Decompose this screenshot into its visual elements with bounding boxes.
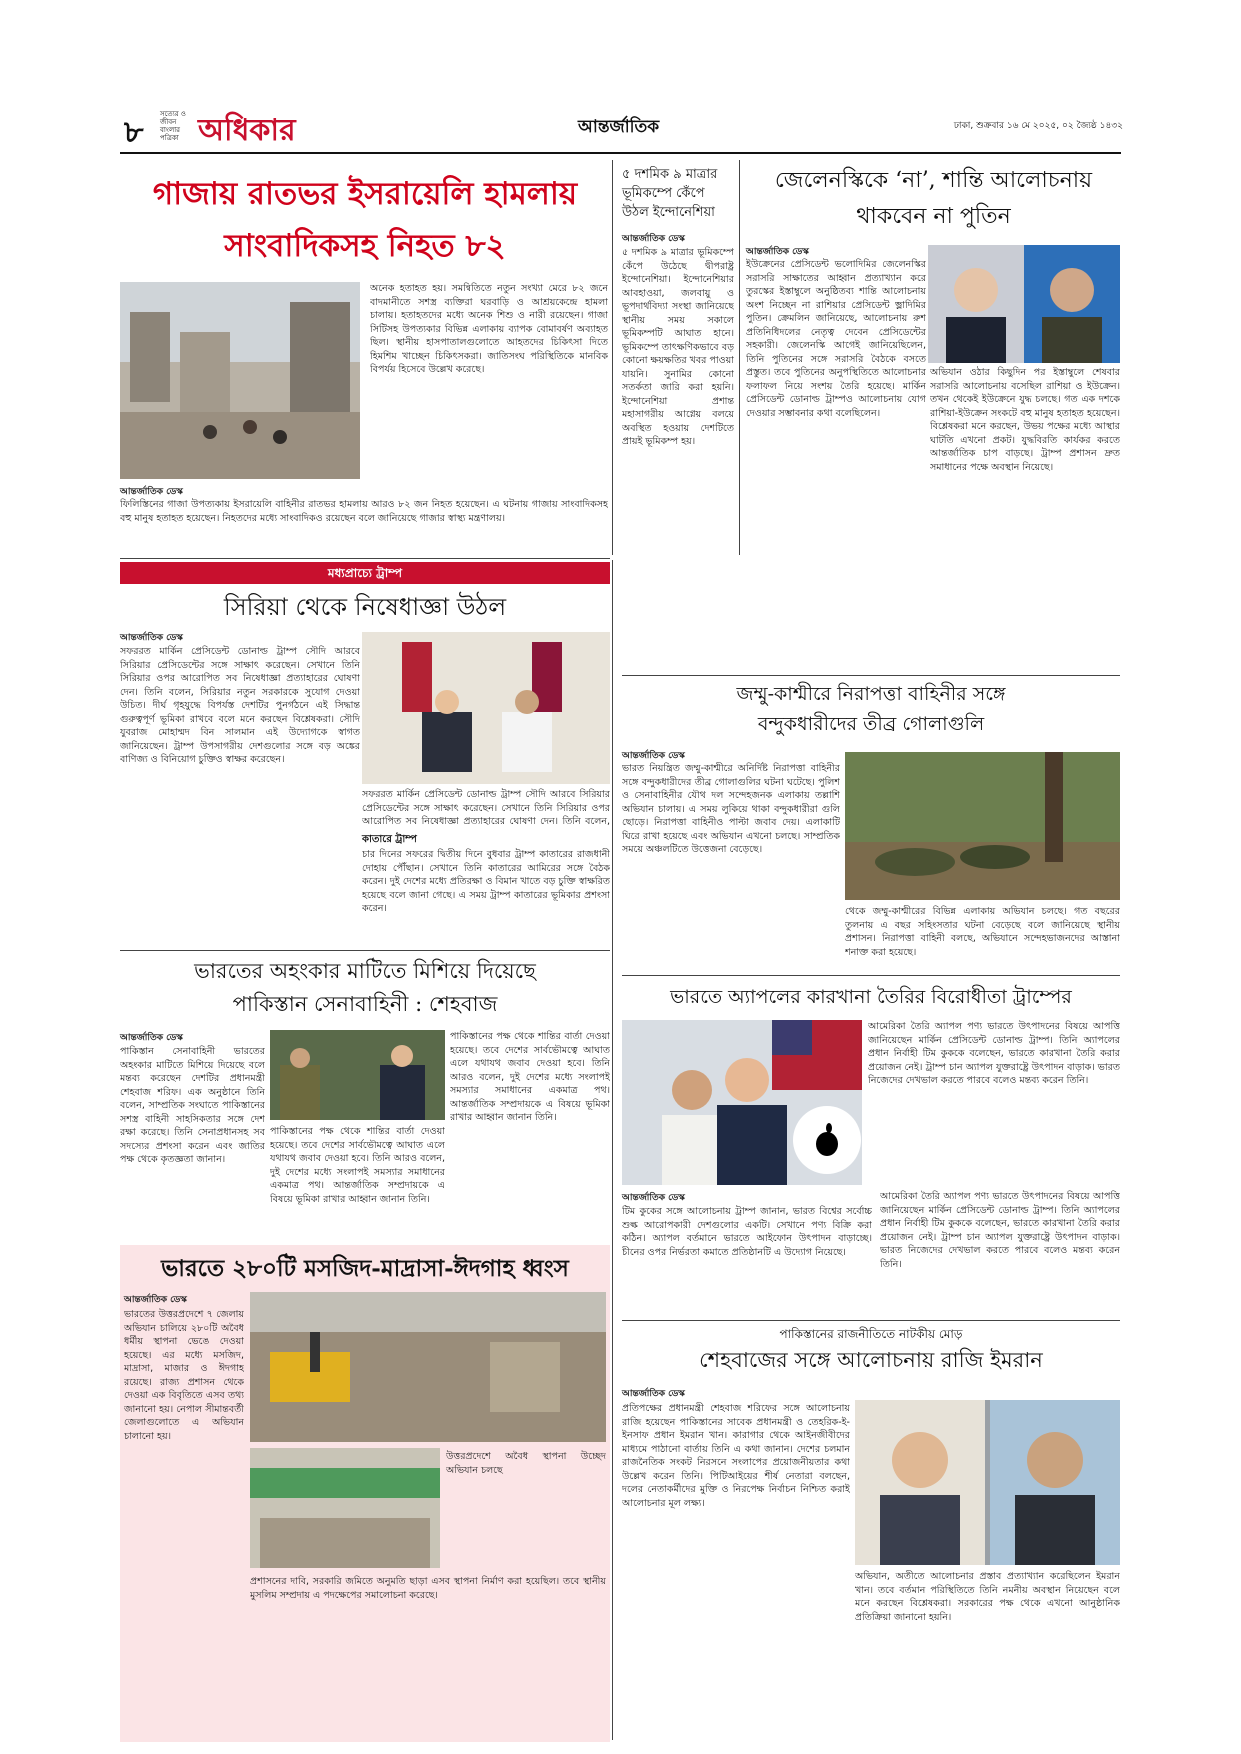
syria-banner: মধ্যপ্রাচ্যে ট্রাম্প bbox=[120, 562, 610, 584]
imran-body: প্রতিপক্ষের প্রধানমন্ত্রী শেহবাজ শরিফের সঙ্গে আলোচনায় রাজি হয়েছেন পাকিস্তানের সাবেক প্রধানমন্ত্রী ও তেহরিক-ই-ইনসাফ প্রধান ইমরান খান। কারাগার থেকে আইনজীবীদের মাধ্যমে পাঠানো বার্তায় তিনি এ কথা জানান। দেশের চলমান রাজনৈতিক সংকট নিরসনে সংলাপের প্রয়োজনীয়তার কথা উল্লেখ করেন তিনি। পিটিআইয়ের শীর্ষ নেতারা বলছেন, দলের নেতাকর্মীদের মুক্তি ও নিরপেক্ষ নির্বাচন নিশ্চিত করাই আলোচনার মূল লক্ষ্য। bbox=[622, 1403, 850, 1509]
shehbaz-photo-icon bbox=[270, 1030, 445, 1120]
kashmir-headline-line1: জম্মু-কাশ্মীরে নিরাপত্তা বাহিনীর সঙ্গে bbox=[736, 683, 1006, 705]
putin-body-2: অভিযান ওঠার কিছুদিন পর ইস্তাম্বুলে শেষবার সরাসরি আলোচনায় বসেছিল রাশিয়া ও ইউক্রেন। তখন থেকেই ইউক্রেনে যুদ্ধ চলছে। গত এক দশকে রাশিয়া-ইউক্রেন সংকটে বহু মানুষ হতাহত হয়েছেন। বিশ্লেষকরা মনে করছেন, উভয় পক্ষের মধ্যে আস্থার ঘাটতি এখনো প্রকট। যুদ্ধবিরতি কার্যকর করতে আন্তর্জাতিক চাপ বাড়ছে। ট্রাম্প প্রশাসন দ্রুত সমাধানের পক্ষে অবস্থান নিয়েছে। bbox=[930, 367, 1120, 473]
putin-zelensky-photo bbox=[928, 245, 1120, 363]
soldiers-photo bbox=[845, 752, 1120, 900]
soldiers-photo-icon bbox=[845, 752, 1120, 900]
divider bbox=[120, 558, 610, 559]
indonesia-credit: আন্তর্জাতিক ডেস্ক bbox=[622, 234, 685, 244]
indonesia-headline: ৫ দশমিক ৯ মাত্রার ভূমিকম্পে কেঁপে উঠল ইন্দোনেশিয়া bbox=[622, 167, 718, 220]
shehbaz-body-3: পাকিস্তানের পক্ষ থেকে শান্তির বার্তা দেওয়া হয়েছে। তবে দেশের সার্বভৌমত্বে আঘাত এলে যথাযথ জবাব দেওয়া হবে। তিনি আরও বলেন, দুই দেশের মধ্যে সংলাপই সমস্যার সমাধানের একমাত্র পথ। আন্তর্জাতিক সম্প্রদায়কে এ বিষয়ে ভূমিকা রাখার আহ্বান জানান তিনি। bbox=[270, 1126, 445, 1205]
shehbaz-imran-photo bbox=[855, 1400, 1120, 1565]
lead-credit: আন্তর্জাতিক ডেস্ক bbox=[120, 487, 183, 497]
modi-trump-photo bbox=[622, 1020, 862, 1185]
column-divider bbox=[612, 160, 613, 555]
kashmir-credit: আন্তর্জাতিক ডেস্ক bbox=[622, 751, 685, 761]
portraits-icon bbox=[928, 245, 1120, 363]
divider bbox=[120, 950, 610, 951]
syria-credit: আন্তর্জাতিক ডেস্ক bbox=[120, 633, 183, 643]
lead-headline-line2: সাংবাদিকসহ নিহত ৮২ bbox=[224, 228, 506, 264]
mosque-headline: ভারতে ২৮০টি মসজিদ-মাদ্রাসা-ঈদগাহ ধ্বংস bbox=[161, 1255, 569, 1282]
column-divider bbox=[739, 160, 740, 555]
shehbaz-body-2: পাকিস্তানের পক্ষ থেকে শান্তির বার্তা দেওয়া হয়েছে। তবে দেশের সার্বভৌমত্বে আঘাত এলে যথাযথ জবাব দেওয়া হবে। তিনি আরও বলেন, দুই দেশের মধ্যে সংলাপই সমস্যার সমাধানের একমাত্র পথ। আন্তর্জাতিক সম্প্রদায়কে এ বিষয়ে ভূমিকা রাখার আহ্বান জানান তিনি। bbox=[450, 1031, 610, 1123]
demolished-building-photo bbox=[250, 1448, 440, 1568]
lead-body-right: অনেক হতাহত হয়। সমন্বিতিতে নতুন সংখ্যা মেরে ৮২ জনে বাদমানীতে সশস্ত্র ব্যক্তিরা ঘরবাড়ি ও আশ্রয়কেন্দ্রে হামলা চালায়। হতাহতদের মধ্যে অনেক শিশু ও নারী রয়েছেন। গাজা সিটিসহ উপত্যকার বিভিন্ন এলাকায় ব্যাপক বোমাবর্ষণ অব্যাহত ছিল। স্থানীয় হাসপাতালগুলোতে আহতদের চিকিৎসা দিতে হিমশিম খাচ্ছেন চিকিৎসকরা। জাতিসংঘ পরিস্থিতিকে মানবিক বিপর্যয় হিসেবে উল্লেখ করেছে। bbox=[370, 283, 608, 375]
mosque-body-2: প্রশাসনের দাবি, সরকারি জমিতে অনুমতি ছাড়া এসব স্থাপনা নির্মাণ করা হয়েছিল। তবে স্থানীয় মুসলিম সম্প্রদায় এ পদক্ষেপের সমালোচনা করেছে। bbox=[250, 1576, 606, 1601]
syria-subhead: কাতারে ট্রাম্প bbox=[362, 834, 417, 845]
newspaper-logo bbox=[160, 106, 310, 146]
putin-credit: আন্তর্জাতিক ডেস্ক bbox=[746, 247, 809, 257]
kashmir-headline-line2: বন্দুকধারীদের তীব্র গোলাগুলি bbox=[757, 713, 985, 735]
divider bbox=[622, 975, 1120, 976]
kashmir-body-2: থেকে জম্মু-কাশ্মীরের বিভিন্ন এলাকায় অভিযান চলছে। গত বছরের তুলনায় এ বছর সহিংসতার ঘটনা বেড়েছে বলে জানিয়েছে স্থানীয় প্রশাসন। নিরাপত্তা বাহিনী বলছে, অভিযানে সন্দেহভাজনদের আস্তানা শনাক্ত করা হয়েছে। bbox=[845, 906, 1120, 958]
putin-body: ইউক্রেনের প্রেসিডেন্ট ভলোদিমির জেলেনস্কির সরাসরি সাক্ষাতের আহ্বান প্রত্যাখ্যান করে তুরস্কের ইস্তাম্বুলে অনুষ্ঠিতব্য শান্তি আলোচনায় অংশ নিচ্ছেন না রাশিয়ার প্রেসিডেন্ট ভ্লাদিমির পুতিন। ক্রেমলিন জানিয়েছে, আলোচনায় রুশ প্রতিনিধিদলের নেতৃত্ব দেবেন প্রেসিডেন্টের সহকারী। জেলেনস্কি আগেই জানিয়েছিলেন, তিনি পুতিনের সঙ্গে সরাসরি বৈঠকে বসতে প্রস্তুত। তবে পুতিনের অনুপস্থিতিতে আলোচনার ফলাফল নিয়ে সংশয় তৈরি হয়েছে। মার্কিন প্রেসিডেন্ট ডোনাল্ড ট্রাম্পও আলোচনায় যোগ দেওয়ার সম্ভাবনার কথা বলেছিলেন। bbox=[746, 259, 926, 419]
putin-headline-line1: জেলেনস্কিকে ‘না’, শান্তি আলোচনায় bbox=[774, 168, 1093, 193]
bulldozer-photo-icon bbox=[250, 1292, 606, 1442]
divider bbox=[622, 675, 1120, 676]
page-number: ৮ bbox=[124, 115, 144, 150]
shehbaz-credit: আন্তর্জাতিক ডেস্ক bbox=[120, 1033, 183, 1043]
two-portraits-icon bbox=[855, 1400, 1120, 1565]
apple-body: আমেরিকা তৈরি অ্যাপল পণ্য ভারতে উৎপাদনের বিষয়ে আপত্তি জানিয়েছেন মার্কিন প্রেসিডেন্ট ডোনাল্ড ট্রাম্প। তিনি অ্যাপলের প্রধান নির্বাহী টিম কুককে বলেছেন, ভারতে কারখানা তৈরি করার প্রয়োজন নেই। ট্রাম্প চান অ্যাপল যুক্তরাষ্ট্রে উৎপাদন বাড়াক। ভারত নিজেদের দেখভাল করতে পারবে বলেও মন্তব্য করেন তিনি। bbox=[868, 1021, 1120, 1086]
column-divider bbox=[612, 560, 613, 1740]
demolition-photo bbox=[250, 1292, 606, 1442]
putin-headline-line2: থাকবেন না পুতিন bbox=[856, 204, 1011, 229]
imran-body-2: অভিযান, অতীতে আলোচনার প্রস্তাব প্রত্যাখ্যান করেছিলেন ইমরান খান। তবে বর্তমান পরিস্থিতিতে তিনি নমনীয় অবস্থান নিয়েছেন বলে মনে করছেন বিশ্লেষকরা। সরকারের পক্ষ থেকে এখনো আনুষ্ঠানিক প্রতিক্রিয়া জানানো হয়নি। bbox=[855, 1571, 1120, 1623]
syria-headline: সিরিয়া থেকে নিষেধাজ্ঞা উঠল bbox=[223, 593, 507, 621]
modi-trump-apple-icon bbox=[622, 1020, 862, 1185]
section-title: আন্তর্জাতিক bbox=[578, 117, 660, 137]
syria-body-2: চার দিনের সফরের দ্বিতীয় দিনে বুধবার ট্রাম্প কাতারের রাজধানী দোহায় পৌঁছান। সেখানে তিনি কাতারের আমিরের সঙ্গে বৈঠক করেন। দুই দেশের মধ্যে প্রতিরক্ষা ও বিমান খাতে বড় চুক্তি স্বাক্ষরিত হয়েছে বলে জানা গেছে। এ সময় ট্রাম্প কাতারের ভূমিকার প্রশংসা করেন। bbox=[362, 849, 610, 914]
lead-body-bottom: ফিলিস্তিনের গাজা উপত্যকায় ইসরায়েলি বাহিনীর রাতভর হামলায় আরও ৮২ জন নিহত হয়েছেন। এ ঘটনায় গাজায় সাংবাদিকসহ বহু মানুষ হতাহত হয়েছেন। নিহতদের মধ্যে সাংবাদিকও রয়েছেন বলে জানিয়েছে গাজার স্বাস্থ্য মন্ত্রণালয়। bbox=[120, 499, 608, 524]
mosque-caption: উত্তরপ্রদেশে অবৈধ স্থাপনা উচ্ছেদ অভিযান চলছে bbox=[446, 1451, 606, 1476]
ruins-photo-icon bbox=[250, 1448, 440, 1568]
mosque-credit: আন্তর্জাতিক ডেস্ক bbox=[124, 1295, 187, 1305]
indonesia-body: ৫ দশমিক ৯ মাত্রার ভূমিকম্পে কেঁপে উঠেছে দ্বীপরাষ্ট্র ইন্দোনেশিয়া। ইন্দোনেশিয়ার আবহাওয়া, জলবায়ু ও ভূপদার্থবিদ্যা সংস্থা জানিয়েছে স্থানীয় সময় সকালে ভূমিকম্পটি আঘাত হানে। ভূমিকম্পে তাৎক্ষণিকভাবে বড় কোনো ক্ষয়ক্ষতির খবর পাওয়া যায়নি। সুনামির কোনো সতর্কতা জারি করা হয়নি। ইন্দোনেশিয়া প্রশান্ত মহাসাগরীয় আগ্নেয় বলয়ে অবস্থিত হওয়ায় দেশটিতে প্রায়ই ভূমিকম্প হয়। bbox=[622, 247, 734, 447]
divider bbox=[622, 1320, 1120, 1321]
kashmir-body: ভারত নিয়ন্ত্রিত জম্মু-কাশ্মীরে অনির্দিষ্ট নিরাপত্তা বাহিনীর সঙ্গে বন্দুকধারীদের তীব্র গোলাগুলির ঘটনা ঘটেছে। পুলিশ ও সেনাবাহিনীর যৌথ দল সন্দেহজনক এলাকায় তল্লাশি অভিযান চালায়। এ সময় লুকিয়ে থাকা বন্দুকধারীরা গুলি ছোড়ে। নিরাপত্তা বাহিনীও পাল্টা জবাব দেয়। এলাকাটি ঘিরে রাখা হয়েছে এবং অভিযান এখনো চলছে। সাম্প্রতিক সময়ে অঞ্চলটিতে উত্তেজনা বেড়েছে। bbox=[622, 763, 840, 855]
header-rule bbox=[120, 152, 1121, 154]
shehbaz-headline-line1: ভারতের অহংকার মাটিতে মিশিয়ে দিয়েছে bbox=[194, 959, 536, 983]
apple-headline: ভারতে অ্যাপলের কারখানা তৈরির বিরোধীতা ট্রাম্পের bbox=[670, 986, 1072, 1008]
shehbaz-photo bbox=[270, 1030, 445, 1120]
imran-kicker: পাকিস্তানের রাজনীতিতে নাটকীয় মোড় bbox=[779, 1327, 963, 1341]
apple-body-2: টিম কুকের সঙ্গে আলোচনায় ট্রাম্প জানান, ভারত বিশ্বের সর্বোচ্চ শুল্ক আরোপকারী দেশগুলোর একটি। সেখানে পণ্য বিক্রি করা কঠিন। অ্যাপল বর্তমানে ভারতে আইফোন উৎপাদন বাড়াচ্ছে। চীনের ওপর নির্ভরতা কমাতে প্রতিষ্ঠানটি এ উদ্যোগ নিয়েছে। bbox=[622, 1206, 872, 1258]
logo-wordmark: অধিকার bbox=[198, 113, 296, 148]
mosque-body: ভারতের উত্তরপ্রদেশে ৭ জেলায় অভিযান চালিয়ে ২৮০টি অবৈধ ধর্মীয় স্থাপনা ভেঙে দেওয়া হয়েছে। এর মধ্যে মসজিদ, মাদ্রাসা, মাজার ও ঈদগাহ রয়েছে। রাজ্য প্রশাসন থেকে দেওয়া এক বিবৃতিতে এসব তথ্য জানানো হয়। নেপাল সীমান্তবর্তী জেলাগুলোতে এ অভিযান চালানো হয়। bbox=[124, 1309, 244, 1442]
syria-body: সফররত মার্কিন প্রেসিডেন্ট ডোনাল্ড ট্রাম্প সৌদি আরবে সিরিয়ার প্রেসিডেন্টের সঙ্গে সাক্ষাৎ করেছেন। সেখানে তিনি সিরিয়ার ওপর আরোপিত সব নিষেধাজ্ঞা প্রত্যাহারের ঘোষণা দেন। তিনি বলেন, সিরিয়ার নতুন সরকারকে সুযোগ দেওয়া উচিত। দীর্ঘ গৃহযুদ্ধে বিপর্যস্ত দেশটির পুনর্গঠনে এই সিদ্ধান্ত গুরুত্বপূর্ণ ভূমিকা রাখবে বলে মনে করছেন বিশ্লেষকরা। সৌদি যুবরাজ মোহাম্মদ বিন সালমান এই উদ্যোগকে স্বাগত জানিয়েছেন। ট্রাম্প উপসাগরীয় দেশগুলোর সঙ্গে বড় অঙ্কের বাণিজ্য ও বিনিয়োগ চুক্তিও স্বাক্ষর করেছেন। bbox=[120, 646, 360, 765]
logo-tagline: সত্যের ও জীবন বাংলার পত্রিকা bbox=[160, 110, 186, 142]
dateline: ঢাকা, শুক্রবার ১৬ মে ২০২৫, ০২ জ্যৈষ্ঠ ১৪৩২ bbox=[953, 121, 1123, 131]
apple-body-3: আমেরিকা তৈরি অ্যাপল পণ্য ভারতে উৎপাদনের বিষয়ে আপত্তি জানিয়েছেন মার্কিন প্রেসিডেন্ট ডোনাল্ড ট্রাম্প। তিনি অ্যাপলের প্রধান নির্বাহী টিম কুককে বলেছেন, ভারতে কারখানা তৈরি করার প্রয়োজন নেই। ট্রাম্প চান অ্যাপল যুক্তরাষ্ট্রে উৎপাদন বাড়াক। ভারত নিজেদের দেখভাল করতে পারবে বলেও মন্তব্য করেন তিনি। bbox=[880, 1191, 1120, 1270]
trump-meeting-photo bbox=[362, 632, 610, 784]
rubble-photo-icon bbox=[120, 282, 360, 479]
meeting-photo-icon bbox=[362, 632, 610, 784]
shehbaz-headline-line2: পাকিস্তান সেনাবাহিনী : শেহবাজ bbox=[232, 992, 498, 1016]
imran-credit: আন্তর্জাতিক ডেস্ক bbox=[622, 1389, 685, 1399]
syria-body-cont: সফররত মার্কিন প্রেসিডেন্ট ডোনাল্ড ট্রাম্প সৌদি আরবে সিরিয়ার প্রেসিডেন্টের সঙ্গে সাক্ষাৎ করেছেন। সেখানে তিনি সিরিয়ার ওপর আরোপিত সব নিষেধাজ্ঞা প্রত্যাহারের ঘোষণা দেন। তিনি বলেন, bbox=[362, 789, 610, 827]
shehbaz-body: পাকিস্তান সেনাবাহিনী ভারতের অহংকার মাটিতে মিশিয়ে দিয়েছে বলে মন্তব্য করেছেন দেশটির প্রধানমন্ত্রী শেহবাজ শরিফ। এক অনুষ্ঠানে তিনি বলেন, সাম্প্রতিক সংঘাতে পাকিস্তানের সশস্ত্র বাহিনী সাহসিকতার সঙ্গে দেশ রক্ষা করেছে। তিনি সেনাপ্রধানসহ সব সদস্যের প্রশংসা করেন এবং জাতির পক্ষ থেকে কৃতজ্ঞতা জানান। bbox=[120, 1046, 265, 1165]
rubble-photo bbox=[120, 282, 360, 479]
lead-headline-line1: গাজায় রাতভর ইসরায়েলি হামলায় bbox=[152, 176, 578, 212]
apple-credit: আন্তর্জাতিক ডেস্ক bbox=[622, 1193, 685, 1203]
imran-headline: শেহবাজের সঙ্গে আলোচনায় রাজি ইমরান bbox=[699, 1348, 1043, 1372]
